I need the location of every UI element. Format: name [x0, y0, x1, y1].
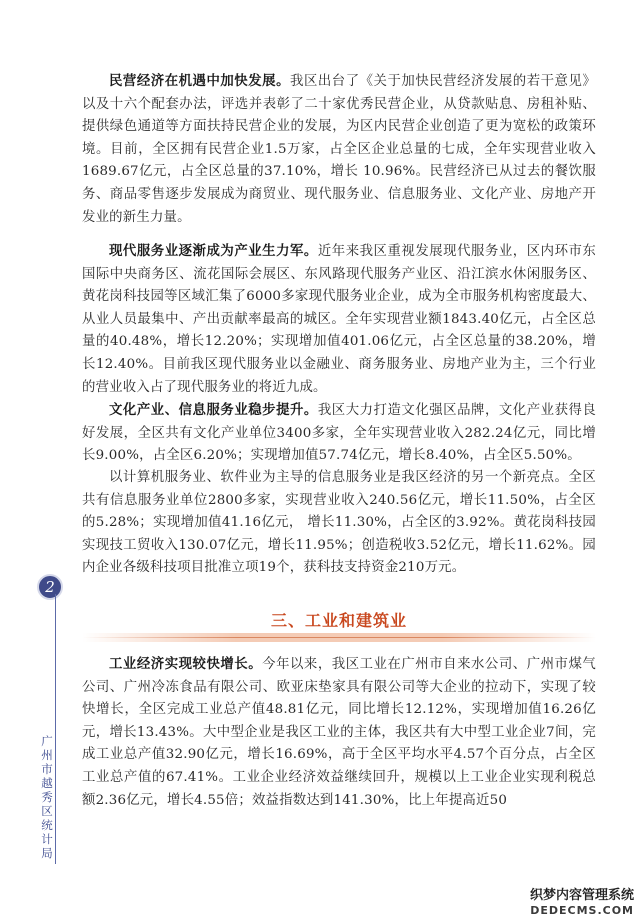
page-number-badge [37, 574, 63, 600]
paragraph-text: 我区大力打造文化强区品牌，文化产业获得良好发展，全区共有文化产业单位3400多家，全年实现营业收入282.24亿元，同比增长9.00%，占全区6.20%；实现增加值57.74亿元，增长8.40%，占全区5.50%。 [82, 403, 597, 464]
paragraph-text: 今年以来，我区工业在广州市自来水公司、广州市煤气公司、广州冷冻食品有限公司、欧亚床垫家具有限公司等大企业的拉动下，实现了较快增长，全区完成工业总产值48.81亿元，同比增长12.12%，实现增加值16.26亿元，增长13.43%。大中型企业是我区工业的主体，我区共有大中型工业企业7间，完成工业总产值32.90亿元，增长16.69%，高于全区平均水平4.57个百分点，占全区工业总产值的67.41%。工业企业经济效益继续回升，规模以上工业企业实现利税总额2.36亿元，增长4.55倍；效益指数达到141.30%，比上年提高近50 [82, 657, 596, 808]
section-title: 三、工业和建筑业 [270, 611, 407, 630]
paragraph-lead: 工业经济实现较快增长。 [109, 656, 263, 672]
paragraph-info-services [82, 466, 596, 580]
paragraph-private-economy [82, 70, 596, 229]
paragraph-lead: 民营经济在机遇中加快发展。 [109, 73, 291, 89]
paragraph-text: 我区出台了《关于加快民营经济发展的若干意见》以及十六个配套办法，评选并表彰了二十家优秀民营企业，从贷款贴息、房租补贴、提供绿色通道等方面扶持民营企业的发展，为区内民营企业创造了更为宽松的政策环境。目前，全区拥有民营企业1.5万家，占全区企业总量的七成，全年实现营业收入1689.67亿元，占全区总量的37.10%，增长 10.96%。民营经济已从过去的餐饮服务、商品零售逐步发展成为商贸业、现代服务业、信息服务业、文化产业、房地产开发业的新生力量。 [82, 74, 596, 225]
watermark-url: DEDECMS.COM [530, 904, 634, 917]
page-number: 2 [45, 578, 55, 596]
side-organization-label: 广州市越秀区统计局 [41, 734, 53, 860]
paragraph-text: 近年来我区重视发展现代服务业，区内环市东国际中央商务区、流花国际会展区、东风路现代服务产业区、沿江滨水休闲服务区、黄花岗科技园等区域汇集了6000多家现代服务业企业，成为全市服务机构密度最大、从业人员最集中、产出贡献率最高的城区。全年实现营业额1843.40亿元，占全区总量的40.48%，增长12.20%；实现增加值401.06亿元，占全区总量的38.20%，增长12.40%。目前我区现代服务业以金融业、商务服务业、房地产业为主，三个行业的营业收入占了现代服务业的将近九成。 [82, 244, 597, 395]
paragraph-lead: 现代服务业逐渐成为产业生力军。 [109, 243, 318, 259]
watermark [530, 888, 634, 918]
section-title-underline [82, 633, 596, 642]
paragraph-modern-services [82, 240, 596, 399]
section-heading [82, 604, 596, 644]
paragraph-industry [82, 653, 596, 812]
paragraph-culture-info [82, 399, 596, 468]
paragraph-lead: 文化产业、信息服务业稳步提升。 [109, 402, 318, 418]
paragraph-text: 以计算机服务业、软件业为主导的信息服务业是我区经济的另一个新亮点。全区共有信息服务业单位2800多家，实现营业收入240.56亿元，增长11.50%，占全区的5.28%；实现增加值41.16亿元， 增长11.30%，占全区的3.92%。黄花岗科技园实现技工贸收入130.07亿元，增长11.95%；创造税收3.52亿元，增长11.62%。园内企业各级科技项目批准立项19个，获科技支持资金210万元。 [82, 470, 596, 576]
watermark-title: 织梦内容管理系统 [529, 888, 634, 903]
side-divider [55, 594, 56, 864]
